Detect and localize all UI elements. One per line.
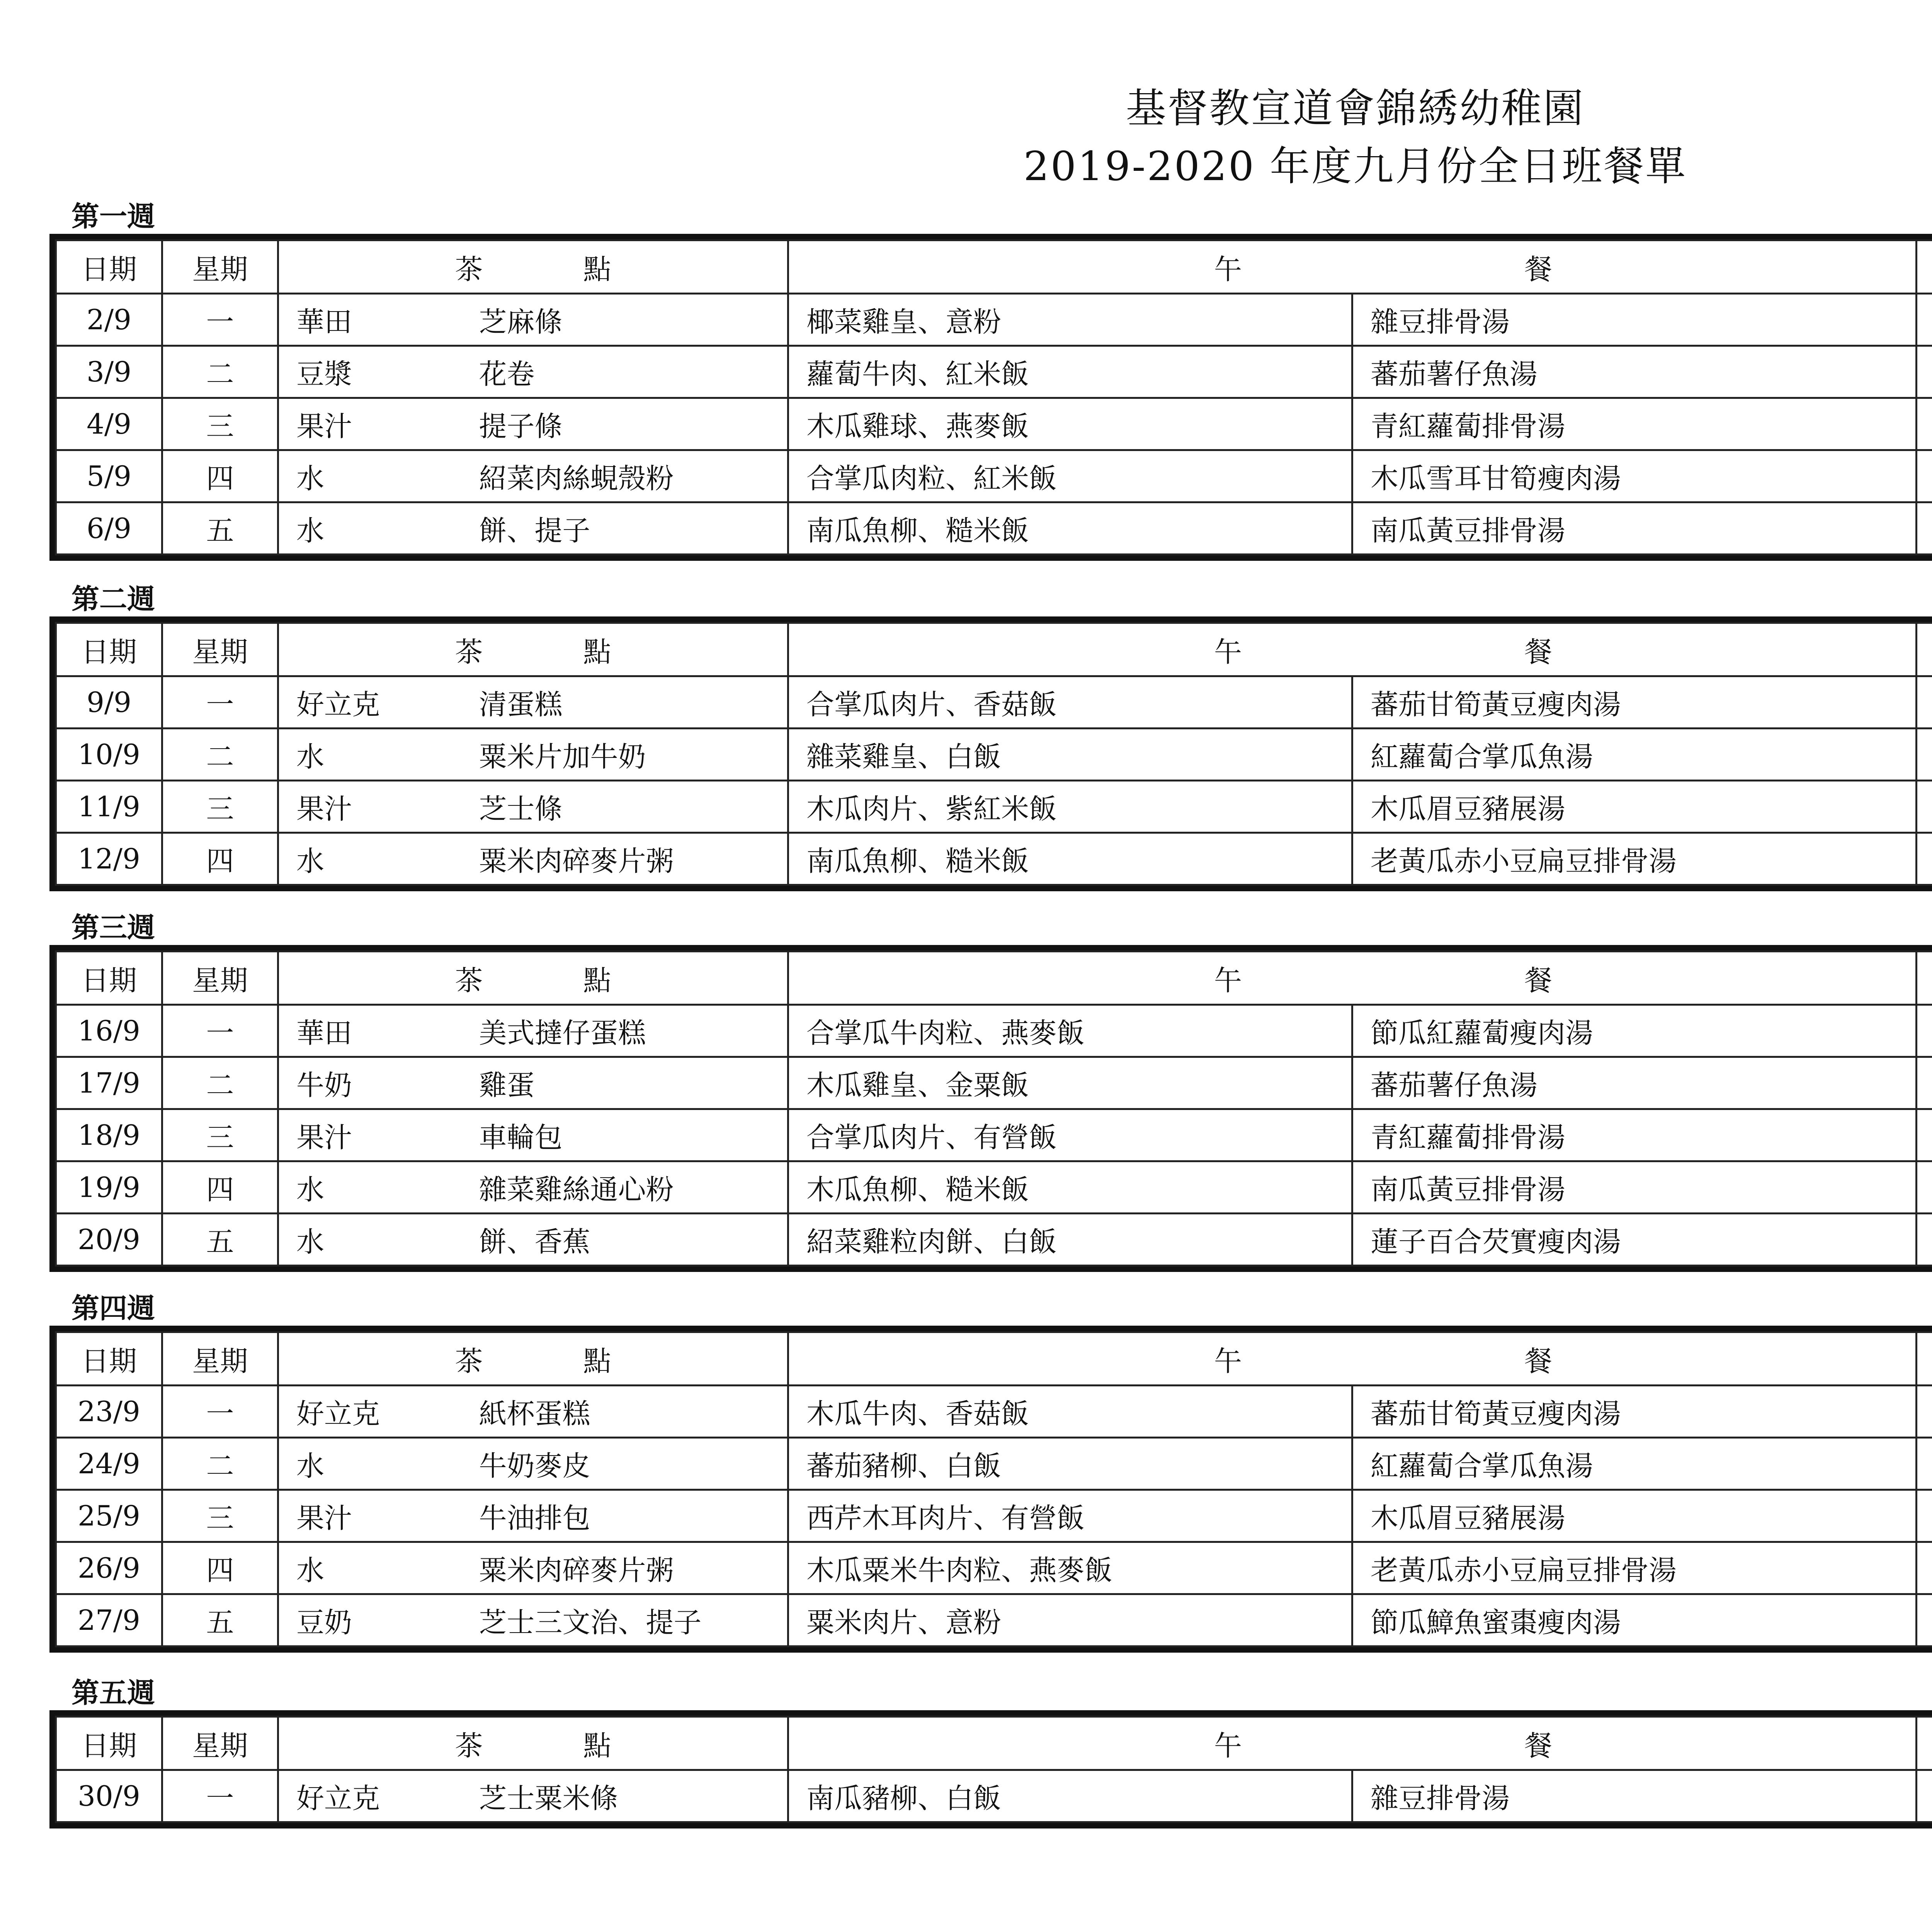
weekday-cell: 三 bbox=[162, 781, 278, 833]
header-date: 日期 bbox=[56, 1332, 162, 1386]
lunch-main-cell: 木瓜肉片、紫紅米飯 bbox=[788, 781, 1352, 833]
table-row bbox=[56, 676, 1932, 729]
header-snack-char: 點 bbox=[583, 964, 611, 997]
lunch-main-cell: 蕃茄豬柳、白飯 bbox=[788, 1438, 1352, 1490]
header-row bbox=[56, 1332, 1932, 1386]
date-cell: 18/9 bbox=[56, 1109, 162, 1161]
snack-item-cell: 花卷 bbox=[471, 346, 788, 398]
header-lunch-char: 餐 bbox=[1524, 1345, 1552, 1377]
snack-drink-cell: 華田 bbox=[278, 1005, 471, 1057]
date-cell: 27/9 bbox=[56, 1594, 162, 1646]
header-lunch-char: 餐 bbox=[1524, 253, 1552, 286]
lunch-main-cell: 雜菜雞皇、白飯 bbox=[788, 729, 1352, 781]
weekday-cell: 五 bbox=[162, 502, 278, 555]
fruit-cell bbox=[1917, 1438, 1932, 1490]
header-snack-char: 茶 bbox=[455, 253, 483, 286]
snack-drink-cell: 牛奶 bbox=[278, 1057, 471, 1109]
date-cell: 26/9 bbox=[56, 1542, 162, 1594]
fruit-cell bbox=[1917, 833, 1932, 885]
table-row bbox=[56, 502, 1932, 555]
header-lunch-char: 午 bbox=[1214, 964, 1242, 997]
snack-drink-cell: 水 bbox=[278, 729, 471, 781]
table-row bbox=[56, 1057, 1932, 1109]
table-row bbox=[56, 1490, 1932, 1542]
header-lunch bbox=[788, 1332, 1917, 1386]
snack-item-cell: 牛奶麥皮 bbox=[471, 1438, 788, 1490]
table-row bbox=[56, 833, 1932, 885]
snack-drink-cell: 好立克 bbox=[278, 1770, 471, 1822]
lunch-soup-cell: 木瓜眉豆豬展湯 bbox=[1352, 781, 1917, 833]
header-lunch bbox=[788, 952, 1917, 1005]
table-row bbox=[56, 294, 1932, 346]
date-cell: 5/9 bbox=[56, 450, 162, 502]
table-row bbox=[56, 1109, 1932, 1161]
fruit-cell bbox=[1917, 1161, 1932, 1214]
header-weekday: 星期 bbox=[162, 623, 278, 676]
header-snack-char: 點 bbox=[583, 1729, 611, 1762]
lunch-main-cell: 木瓜雞球、燕麥飯 bbox=[788, 398, 1352, 450]
header-fruit bbox=[1917, 1332, 1932, 1386]
lunch-soup-cell: 節瓜鱆魚蜜棗瘦肉湯 bbox=[1352, 1594, 1917, 1646]
fruit-cell bbox=[1917, 398, 1932, 450]
header-lunch-char: 午 bbox=[1214, 1729, 1242, 1762]
fruit-cell bbox=[1917, 1214, 1932, 1266]
fruit-cell bbox=[1917, 1057, 1932, 1109]
snack-item-cell: 紙杯蛋糕 bbox=[471, 1386, 788, 1438]
snack-drink-cell: 水 bbox=[278, 833, 471, 885]
snack-item-cell: 餅、提子 bbox=[471, 502, 788, 555]
date-cell: 12/9 bbox=[56, 833, 162, 885]
header-date: 日期 bbox=[56, 623, 162, 676]
week-label: 第五週 bbox=[71, 1676, 155, 1709]
header-fruit bbox=[1917, 952, 1932, 1005]
weekday-cell: 一 bbox=[162, 1386, 278, 1438]
table-row bbox=[56, 781, 1932, 833]
header-snack bbox=[278, 952, 788, 1005]
table-row bbox=[56, 1542, 1932, 1594]
header-weekday: 星期 bbox=[162, 1717, 278, 1770]
lunch-main-cell: 木瓜牛肉、香菇飯 bbox=[788, 1386, 1352, 1438]
snack-drink-cell: 水 bbox=[278, 450, 471, 502]
fruit-cell bbox=[1917, 1542, 1932, 1594]
school-name-title: 基督教宣道會錦綉幼稚園 bbox=[1126, 85, 1585, 132]
weekday-cell: 三 bbox=[162, 1490, 278, 1542]
snack-drink-cell: 水 bbox=[278, 1214, 471, 1266]
lunch-main-cell: 南瓜魚柳、糙米飯 bbox=[788, 502, 1352, 555]
lunch-soup-cell: 蕃茄甘筍黃豆瘦肉湯 bbox=[1352, 676, 1917, 729]
lunch-main-cell: 南瓜豬柳、白飯 bbox=[788, 1770, 1352, 1822]
header-fruit bbox=[1917, 240, 1932, 294]
snack-drink-cell: 水 bbox=[278, 1161, 471, 1214]
date-cell: 3/9 bbox=[56, 346, 162, 398]
table-row bbox=[56, 1214, 1932, 1266]
date-cell: 25/9 bbox=[56, 1490, 162, 1542]
date-cell: 9/9 bbox=[56, 676, 162, 729]
table-row bbox=[56, 1161, 1932, 1214]
weekday-cell: 一 bbox=[162, 1005, 278, 1057]
header-row bbox=[56, 623, 1932, 676]
snack-item-cell: 美式撻仔蛋糕 bbox=[471, 1005, 788, 1057]
snack-drink-cell: 豆漿 bbox=[278, 346, 471, 398]
lunch-soup-cell: 節瓜紅蘿蔔瘦肉湯 bbox=[1352, 1005, 1917, 1057]
header-weekday: 星期 bbox=[162, 240, 278, 294]
header-date: 日期 bbox=[56, 240, 162, 294]
date-cell: 17/9 bbox=[56, 1057, 162, 1109]
lunch-soup-cell: 雜豆排骨湯 bbox=[1352, 1770, 1917, 1822]
date-cell: 23/9 bbox=[56, 1386, 162, 1438]
snack-item-cell: 雞蛋 bbox=[471, 1057, 788, 1109]
weekday-cell: 四 bbox=[162, 1542, 278, 1594]
snack-item-cell: 清蛋糕 bbox=[471, 676, 788, 729]
date-cell: 11/9 bbox=[56, 781, 162, 833]
date-cell: 19/9 bbox=[56, 1161, 162, 1214]
weekday-cell: 一 bbox=[162, 676, 278, 729]
table-row bbox=[56, 1594, 1932, 1646]
snack-drink-cell: 好立克 bbox=[278, 676, 471, 729]
fruit-cell bbox=[1917, 1386, 1932, 1438]
header-snack bbox=[278, 1717, 788, 1770]
fruit-cell bbox=[1917, 676, 1932, 729]
week-label: 第二週 bbox=[71, 582, 155, 615]
lunch-main-cell: 合掌瓜肉粒、紅米飯 bbox=[788, 450, 1352, 502]
weekday-cell: 四 bbox=[162, 1161, 278, 1214]
snack-drink-cell: 果汁 bbox=[278, 1109, 471, 1161]
lunch-soup-cell: 青紅蘿蔔排骨湯 bbox=[1352, 1109, 1917, 1161]
weekday-cell: 四 bbox=[162, 833, 278, 885]
fruit-cell bbox=[1917, 1490, 1932, 1542]
lunch-main-cell: 南瓜魚柳、糙米飯 bbox=[788, 833, 1352, 885]
lunch-soup-cell: 青紅蘿蔔排骨湯 bbox=[1352, 398, 1917, 450]
lunch-soup-cell: 南瓜黃豆排骨湯 bbox=[1352, 1161, 1917, 1214]
header-fruit bbox=[1917, 1717, 1932, 1770]
week-table bbox=[49, 234, 1932, 561]
fruit-cell bbox=[1917, 1109, 1932, 1161]
lunch-main-cell: 蘿蔔牛肉、紅米飯 bbox=[788, 346, 1352, 398]
snack-drink-cell: 華田 bbox=[278, 294, 471, 346]
header-snack-char: 點 bbox=[583, 635, 611, 668]
lunch-main-cell: 木瓜魚柳、糙米飯 bbox=[788, 1161, 1352, 1214]
header-lunch bbox=[788, 1717, 1917, 1770]
date-cell: 30/9 bbox=[56, 1770, 162, 1822]
table-row bbox=[56, 1386, 1932, 1438]
fruit-cell bbox=[1917, 1005, 1932, 1057]
snack-item-cell: 芝士粟米條 bbox=[471, 1770, 788, 1822]
snack-item-cell: 提子條 bbox=[471, 398, 788, 450]
snack-item-cell: 粟米肉碎麥片粥 bbox=[471, 1542, 788, 1594]
week-label: 第一週 bbox=[71, 200, 155, 233]
date-cell: 16/9 bbox=[56, 1005, 162, 1057]
header-snack-char: 茶 bbox=[455, 1345, 483, 1377]
header-lunch-char: 餐 bbox=[1524, 635, 1552, 668]
header-lunch-char: 餐 bbox=[1524, 1729, 1552, 1762]
lunch-soup-cell: 木瓜雪耳甘筍瘦肉湯 bbox=[1352, 450, 1917, 502]
weekday-cell: 一 bbox=[162, 1770, 278, 1822]
weekday-cell: 二 bbox=[162, 729, 278, 781]
table-row bbox=[56, 729, 1932, 781]
snack-item-cell: 牛油排包 bbox=[471, 1490, 788, 1542]
week-table bbox=[49, 1710, 1932, 1828]
lunch-main-cell: 木瓜雞皇、金粟飯 bbox=[788, 1057, 1352, 1109]
fruit-cell bbox=[1917, 729, 1932, 781]
lunch-soup-cell: 紅蘿蔔合掌瓜魚湯 bbox=[1352, 729, 1917, 781]
table-row bbox=[56, 346, 1932, 398]
lunch-soup-cell: 老黃瓜赤小豆扁豆排骨湯 bbox=[1352, 1542, 1917, 1594]
header-date: 日期 bbox=[56, 952, 162, 1005]
lunch-soup-cell: 蕃茄薯仔魚湯 bbox=[1352, 346, 1917, 398]
lunch-main-cell: 西芹木耳肉片、有營飯 bbox=[788, 1490, 1352, 1542]
snack-item-cell: 粟米肉碎麥片粥 bbox=[471, 833, 788, 885]
snack-drink-cell: 水 bbox=[278, 1438, 471, 1490]
snack-drink-cell: 好立克 bbox=[278, 1386, 471, 1438]
snack-item-cell: 粟米片加牛奶 bbox=[471, 729, 788, 781]
snack-item-cell: 雜菜雞絲通心粉 bbox=[471, 1161, 788, 1214]
snack-item-cell: 餅、香蕉 bbox=[471, 1214, 788, 1266]
fruit-cell bbox=[1917, 1594, 1932, 1646]
header-snack-char: 點 bbox=[583, 253, 611, 286]
date-cell: 24/9 bbox=[56, 1438, 162, 1490]
weekday-cell: 五 bbox=[162, 1594, 278, 1646]
table-row bbox=[56, 1438, 1932, 1490]
lunch-soup-cell: 南瓜黃豆排骨湯 bbox=[1352, 502, 1917, 555]
menu-title: 2019-2020 年度九月份全日班餐單 bbox=[1023, 143, 1687, 190]
date-cell: 20/9 bbox=[56, 1214, 162, 1266]
week-table bbox=[49, 945, 1932, 1272]
lunch-main-cell: 木瓜粟米牛肉粒、燕麥飯 bbox=[788, 1542, 1352, 1594]
fruit-cell bbox=[1917, 294, 1932, 346]
weekday-cell: 一 bbox=[162, 294, 278, 346]
lunch-soup-cell: 木瓜眉豆豬展湯 bbox=[1352, 1490, 1917, 1542]
header-lunch-char: 午 bbox=[1214, 1345, 1242, 1377]
lunch-main-cell: 合掌瓜牛肉粒、燕麥飯 bbox=[788, 1005, 1352, 1057]
lunch-main-cell: 椰菜雞皇、意粉 bbox=[788, 294, 1352, 346]
lunch-soup-cell: 紅蘿蔔合掌瓜魚湯 bbox=[1352, 1438, 1917, 1490]
table-row bbox=[56, 398, 1932, 450]
header-weekday: 星期 bbox=[162, 1332, 278, 1386]
header-snack-char: 茶 bbox=[455, 635, 483, 668]
lunch-soup-cell: 老黃瓜赤小豆扁豆排骨湯 bbox=[1352, 833, 1917, 885]
header-lunch-char: 午 bbox=[1214, 635, 1242, 668]
header-snack bbox=[278, 1332, 788, 1386]
snack-drink-cell: 果汁 bbox=[278, 781, 471, 833]
date-cell: 4/9 bbox=[56, 398, 162, 450]
snack-drink-cell: 水 bbox=[278, 502, 471, 555]
lunch-main-cell: 粟米肉片、意粉 bbox=[788, 1594, 1352, 1646]
snack-item-cell: 紹菜肉絲蜆殼粉 bbox=[471, 450, 788, 502]
week-table bbox=[49, 616, 1932, 891]
header-snack bbox=[278, 240, 788, 294]
table-row bbox=[56, 450, 1932, 502]
header-snack-char: 點 bbox=[583, 1345, 611, 1377]
snack-item-cell: 芝士條 bbox=[471, 781, 788, 833]
header-snack-char: 茶 bbox=[455, 964, 483, 997]
snack-item-cell: 芝士三文治、提子 bbox=[471, 1594, 788, 1646]
header-lunch bbox=[788, 623, 1917, 676]
weekday-cell: 三 bbox=[162, 398, 278, 450]
date-cell: 2/9 bbox=[56, 294, 162, 346]
weekday-cell: 二 bbox=[162, 1438, 278, 1490]
fruit-cell bbox=[1917, 502, 1932, 555]
header-snack-char: 茶 bbox=[455, 1729, 483, 1762]
date-cell: 10/9 bbox=[56, 729, 162, 781]
week-label: 第四週 bbox=[71, 1292, 155, 1325]
header-fruit bbox=[1917, 623, 1932, 676]
snack-drink-cell: 豆奶 bbox=[278, 1594, 471, 1646]
weekday-cell: 五 bbox=[162, 1214, 278, 1266]
table-row bbox=[56, 1005, 1932, 1057]
lunch-soup-cell: 蕃茄甘筍黃豆瘦肉湯 bbox=[1352, 1386, 1917, 1438]
header-snack bbox=[278, 623, 788, 676]
header-row bbox=[56, 1717, 1932, 1770]
lunch-soup-cell: 蓮子百合芡實瘦肉湯 bbox=[1352, 1214, 1917, 1266]
snack-drink-cell: 果汁 bbox=[278, 398, 471, 450]
date-cell: 6/9 bbox=[56, 502, 162, 555]
lunch-main-cell: 合掌瓜肉片、香菇飯 bbox=[788, 676, 1352, 729]
lunch-main-cell: 紹菜雞粒肉餅、白飯 bbox=[788, 1214, 1352, 1266]
lunch-soup-cell: 蕃茄薯仔魚湯 bbox=[1352, 1057, 1917, 1109]
header-lunch-char: 餐 bbox=[1524, 964, 1552, 997]
weekday-cell: 四 bbox=[162, 450, 278, 502]
lunch-soup-cell: 雜豆排骨湯 bbox=[1352, 294, 1917, 346]
header-lunch-char: 午 bbox=[1214, 253, 1242, 286]
fruit-cell bbox=[1917, 1770, 1932, 1822]
snack-drink-cell: 水 bbox=[278, 1542, 471, 1594]
header-row bbox=[56, 952, 1932, 1005]
header-row bbox=[56, 240, 1932, 294]
lunch-main-cell: 合掌瓜肉片、有營飯 bbox=[788, 1109, 1352, 1161]
table-row bbox=[56, 1770, 1932, 1822]
header-weekday: 星期 bbox=[162, 952, 278, 1005]
weekday-cell: 二 bbox=[162, 346, 278, 398]
weekday-cell: 三 bbox=[162, 1109, 278, 1161]
header-date: 日期 bbox=[56, 1717, 162, 1770]
week-label: 第三週 bbox=[71, 911, 155, 944]
header-lunch bbox=[788, 240, 1917, 294]
snack-item-cell: 芝麻條 bbox=[471, 294, 788, 346]
snack-drink-cell: 果汁 bbox=[278, 1490, 471, 1542]
fruit-cell bbox=[1917, 450, 1932, 502]
week-table bbox=[49, 1326, 1932, 1653]
snack-item-cell: 車輪包 bbox=[471, 1109, 788, 1161]
weekday-cell: 二 bbox=[162, 1057, 278, 1109]
fruit-cell bbox=[1917, 781, 1932, 833]
fruit-cell bbox=[1917, 346, 1932, 398]
